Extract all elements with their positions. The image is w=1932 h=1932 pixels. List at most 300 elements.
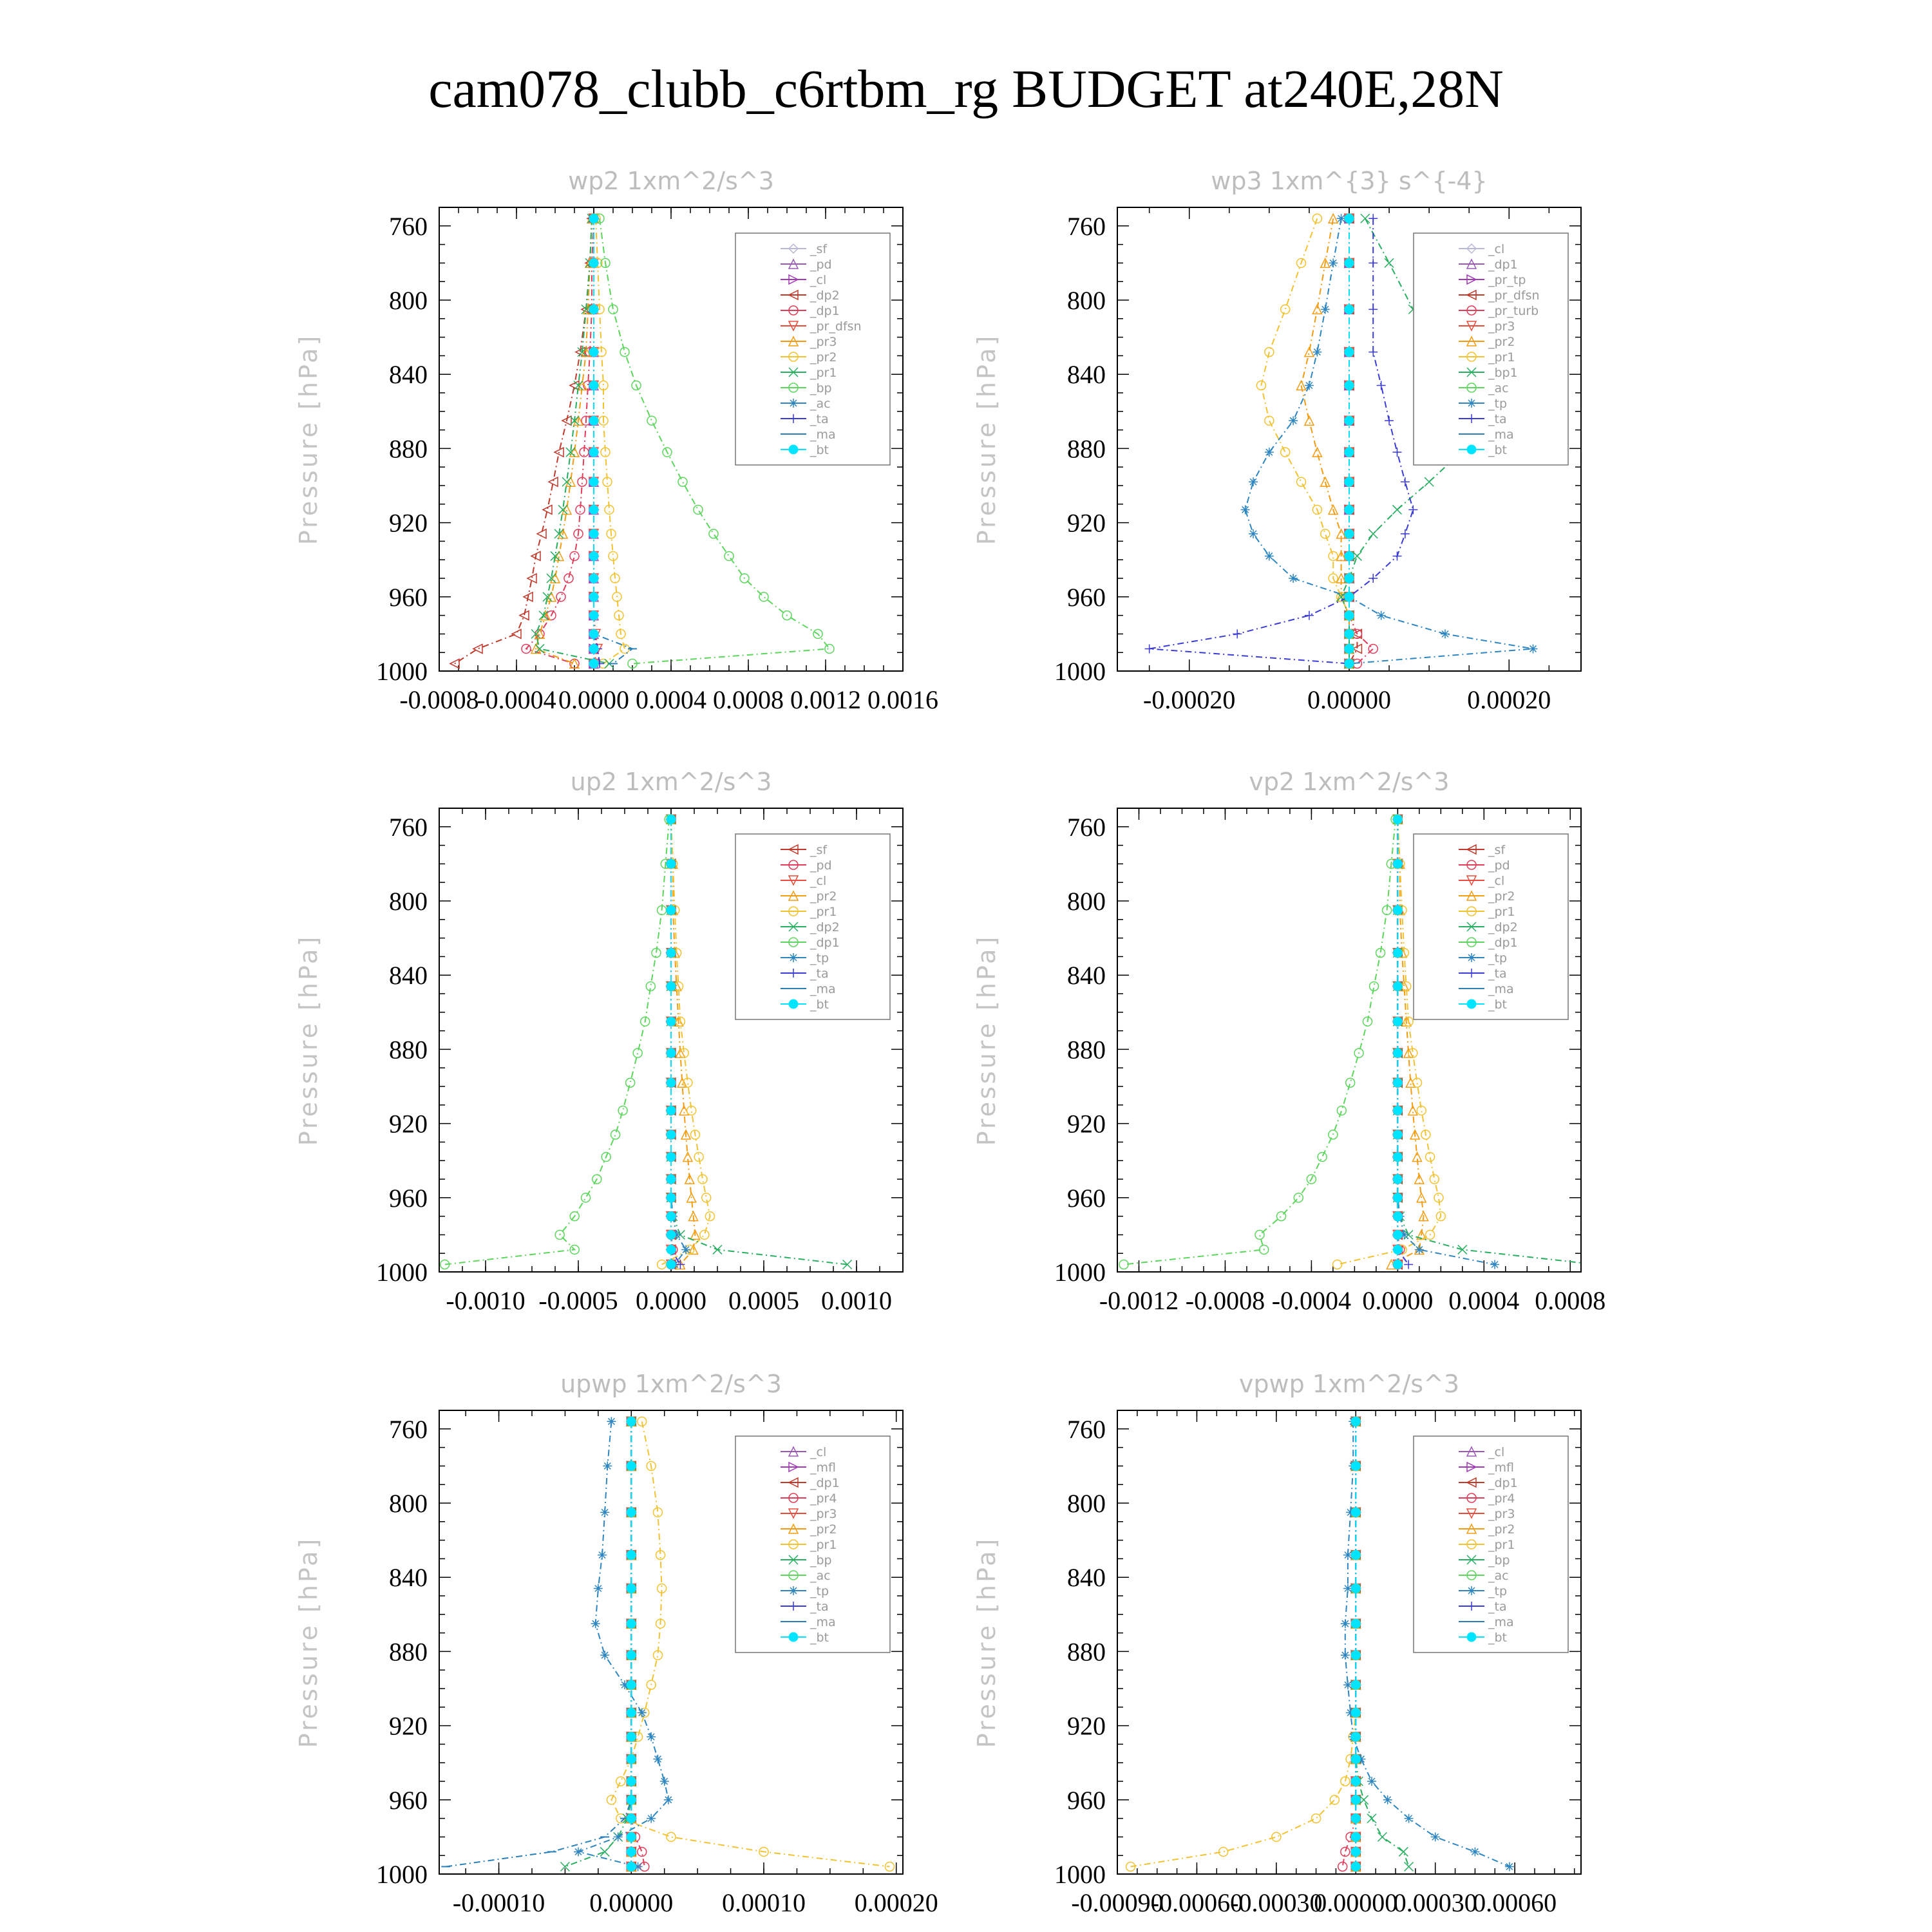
data-point: [627, 1680, 636, 1689]
data-point: [627, 1754, 636, 1763]
data-point: [1333, 1260, 1342, 1269]
data-point: [1305, 416, 1314, 425]
data-point: [1337, 1106, 1346, 1115]
data-point: [1393, 1130, 1402, 1139]
legend-marker: [1467, 445, 1476, 454]
legend-entry: _tp: [810, 1584, 829, 1598]
data-point: [1441, 629, 1450, 638]
y-tick-label: 1000: [376, 1258, 428, 1287]
y-axis-label: Pressure [hPa]: [294, 1536, 323, 1748]
legend-marker: [1467, 999, 1476, 1009]
panel-title: vp2 1xm^2/s^3: [1249, 768, 1450, 796]
data-point: [1351, 1795, 1360, 1804]
legend-entry: _pr2: [810, 889, 837, 904]
series-bt: [627, 1417, 636, 1871]
legend-entry: _cl: [1488, 874, 1505, 888]
legend: [1414, 233, 1568, 465]
data-point: [1281, 448, 1290, 457]
data-point: [556, 592, 565, 601]
legend-entry: _dp1: [810, 304, 840, 318]
y-tick-label: 1000: [1054, 1258, 1106, 1287]
data-point: [627, 1862, 636, 1871]
legend-entry: _dp2: [810, 289, 840, 303]
x-tick-label: 0.00000: [589, 1888, 674, 1917]
series-line: [526, 218, 594, 663]
series-dp1: [522, 214, 598, 668]
series-line: [536, 218, 592, 663]
legend-entry: _pr1: [810, 366, 837, 380]
data-point: [627, 1847, 636, 1856]
data-point: [1265, 551, 1274, 560]
legend-entry: _bt: [810, 443, 829, 457]
data-point: [1249, 529, 1258, 538]
data-point: [589, 644, 598, 653]
data-point: [620, 348, 629, 357]
data-point: [1383, 1795, 1392, 1804]
panel-title: wp3 1xm^{3} s^{-4}: [1211, 167, 1488, 195]
data-point: [589, 592, 598, 601]
x-tick-label: 0.0004: [636, 685, 706, 714]
series-line: [1124, 819, 1396, 1264]
y-axis-label: Pressure [hPa]: [972, 333, 1001, 545]
legend-entry: _tp: [1488, 397, 1508, 411]
data-point: [1368, 258, 1378, 267]
x-tick-label: -0.0012: [1099, 1286, 1179, 1315]
data-point: [1392, 448, 1401, 457]
data-point: [667, 1048, 676, 1057]
data-point: [549, 477, 558, 486]
data-point: [1393, 1152, 1402, 1161]
data-point: [667, 905, 676, 914]
legend-entry: _ma: [810, 982, 836, 996]
y-tick-label: 760: [1067, 812, 1106, 842]
y-tick-label: 800: [389, 286, 428, 315]
legend-entry: _pr2: [810, 1522, 837, 1537]
y-tick-label: 760: [1067, 1414, 1106, 1444]
legend: [735, 834, 890, 1019]
y-tick-label: 880: [1067, 1637, 1106, 1667]
data-point: [653, 1754, 662, 1763]
legend-entry: _cl: [810, 874, 827, 888]
data-point: [616, 1777, 625, 1786]
data-point: [627, 1461, 636, 1470]
x-tick-label: -0.00010: [452, 1888, 545, 1917]
x-tick-label: 0.0012: [790, 685, 861, 714]
data-point: [1341, 1651, 1350, 1660]
data-point: [1385, 416, 1394, 425]
data-point: [1368, 644, 1378, 653]
data-point: [1294, 1193, 1303, 1202]
legend-entry: _dp1: [1488, 936, 1518, 950]
legend-entry: _ta: [1488, 1600, 1507, 1614]
data-point: [694, 505, 703, 514]
legend-entry: _bp: [810, 1553, 832, 1567]
data-point: [1368, 348, 1378, 357]
data-point: [600, 1847, 609, 1856]
y-tick-label: 760: [1067, 211, 1106, 241]
data-point: [1345, 574, 1354, 583]
data-point: [1392, 505, 1401, 514]
legend-marker: [789, 445, 798, 454]
data-point: [1345, 529, 1354, 538]
data-point: [667, 949, 676, 958]
y-tick-label: 1000: [1054, 657, 1106, 686]
data-point: [678, 477, 687, 486]
data-point: [1351, 1461, 1360, 1470]
legend-entry: _pr2: [1488, 335, 1515, 349]
y-tick-label: 760: [389, 1414, 428, 1444]
legend-marker: [789, 1633, 798, 1642]
x-tick-label: -0.0005: [538, 1286, 618, 1315]
data-point: [647, 1732, 656, 1741]
data-point: [627, 1584, 636, 1593]
x-tick-label: 0.0000: [636, 1286, 706, 1315]
data-point: [570, 551, 579, 560]
y-tick-label: 880: [1067, 434, 1106, 464]
legend-entry: _bt: [810, 998, 829, 1012]
legend-entry: _pr3: [1488, 1507, 1515, 1521]
series-dp2: [450, 214, 596, 668]
data-point: [1377, 381, 1386, 390]
legend-entry: _dp1: [1488, 1476, 1518, 1490]
data-point: [603, 1461, 612, 1470]
legend-entry: _sf: [810, 843, 828, 857]
legend: [735, 1436, 890, 1653]
legend-entry: _pd: [810, 858, 832, 873]
legend-entry: _pr_tp: [1488, 273, 1526, 287]
y-axis-label: Pressure [hPa]: [294, 333, 323, 545]
x-tick-label: 0.00010: [722, 1888, 806, 1917]
data-point: [1249, 477, 1258, 486]
legend-entry: _cl: [1488, 242, 1505, 256]
y-tick-label: 960: [389, 582, 428, 612]
legend-entry: _pr1: [810, 1538, 837, 1552]
legend-entry: _sf: [810, 242, 828, 256]
y-tick-label: 920: [389, 1109, 428, 1139]
x-tick-label: -0.0010: [446, 1286, 526, 1315]
data-point: [512, 629, 521, 638]
data-point: [627, 1795, 636, 1804]
data-point: [1351, 1862, 1360, 1871]
legend-entry: _bp: [810, 381, 832, 395]
x-tick-label: 0.0008: [713, 685, 784, 714]
data-point: [627, 1551, 636, 1560]
series-line: [594, 218, 632, 663]
x-tick-label: 0.00020: [854, 1888, 938, 1917]
y-tick-label: 920: [1067, 1109, 1106, 1139]
x-tick-label: -0.00030: [1230, 1888, 1323, 1917]
data-point: [1351, 1847, 1360, 1856]
data-point: [1425, 477, 1434, 486]
series-bt: [589, 214, 598, 668]
data-point: [1401, 477, 1410, 486]
data-point: [1351, 1508, 1360, 1517]
x-tick-label: 0.0005: [728, 1286, 799, 1315]
data-point: [1351, 1832, 1360, 1841]
data-point: [1401, 529, 1410, 538]
legend-entry: _tp: [810, 951, 829, 965]
chart-panel-4: [972, 768, 1605, 1315]
y-tick-label: 800: [1067, 286, 1106, 315]
y-tick-label: 840: [1067, 360, 1106, 390]
data-point: [627, 1708, 636, 1717]
data-point: [1393, 1193, 1402, 1202]
legend-entry: _bp: [1488, 1553, 1510, 1567]
legend-entry: _cl: [810, 273, 827, 287]
series-dp1: [1119, 815, 1400, 1269]
legend-marker: [789, 399, 798, 408]
data-point: [600, 1651, 609, 1660]
legend-entry: _pr1: [1488, 905, 1515, 919]
data-point: [1405, 1862, 1414, 1871]
data-point: [627, 1508, 636, 1517]
data-point: [667, 1230, 676, 1239]
data-point: [1393, 1017, 1402, 1026]
legend-entry: _ac: [1488, 381, 1509, 395]
legend: [1414, 1436, 1568, 1653]
y-axis-label: Pressure [hPa]: [972, 1536, 1001, 1748]
legend-entry: _cl: [1488, 1445, 1505, 1459]
y-tick-label: 840: [389, 961, 428, 990]
legend: [735, 233, 890, 465]
x-tick-label: -0.00090: [1071, 1888, 1164, 1917]
legend-marker: [1467, 953, 1476, 962]
data-point: [1345, 551, 1354, 560]
data-point: [1345, 477, 1354, 486]
data-point: [1345, 448, 1354, 457]
y-tick-label: 960: [1067, 582, 1106, 612]
legend-entry: _pd: [810, 258, 832, 272]
data-point: [1321, 529, 1330, 538]
panel-title: wp2 1xm^2/s^3: [568, 167, 774, 195]
data-point: [600, 1508, 609, 1517]
legend-entry: _pr2: [1488, 1522, 1515, 1537]
data-point: [627, 1732, 636, 1741]
data-point: [667, 981, 676, 990]
panel-title: upwp 1xm^2/s^3: [560, 1370, 782, 1398]
series-line: [596, 218, 625, 663]
x-tick-label: -0.00060: [1150, 1888, 1244, 1917]
y-tick-label: 920: [1067, 508, 1106, 538]
legend-entry: _dp1: [810, 936, 840, 950]
data-point: [1337, 214, 1346, 223]
legend-entry: _pr3: [810, 1507, 837, 1521]
data-point: [1458, 1245, 1467, 1254]
data-point: [667, 1106, 676, 1115]
x-tick-label: 0.0016: [867, 685, 938, 714]
series-ta: [1145, 214, 1418, 668]
data-point: [627, 1777, 636, 1786]
data-point: [1393, 1230, 1402, 1239]
y-axis-label: Pressure [hPa]: [294, 934, 323, 1146]
data-point: [1399, 1847, 1408, 1856]
y-axis-label: Pressure [hPa]: [972, 934, 1001, 1146]
data-point: [1368, 529, 1378, 538]
data-point: [1393, 1212, 1402, 1221]
series-bp: [1351, 1417, 1413, 1871]
x-tick-label: 0.00000: [1307, 685, 1391, 714]
legend-entry: _ma: [1488, 982, 1514, 996]
x-tick-label: -0.0008: [399, 685, 479, 714]
legend-entry: _cl: [810, 1445, 827, 1459]
legend-entry: _tp: [1488, 1584, 1508, 1598]
data-point: [1351, 1777, 1360, 1786]
data-point: [825, 644, 834, 653]
data-point: [1404, 1260, 1413, 1269]
series-bt: [1345, 214, 1354, 668]
data-point: [589, 551, 598, 560]
y-tick-label: 960: [389, 1183, 428, 1213]
y-tick-label: 880: [389, 1637, 428, 1667]
legend-entry: _pr1: [1488, 1538, 1515, 1552]
data-point: [1351, 1732, 1360, 1741]
data-point: [1431, 1832, 1440, 1841]
data-point: [1318, 1152, 1327, 1161]
data-point: [1367, 1814, 1376, 1823]
data-point: [1393, 815, 1402, 824]
data-point: [473, 644, 482, 653]
legend-entry: _pr2: [810, 350, 837, 365]
page-title: cam078_clubb_c6rtbm_rg BUDGET at240E,28N: [428, 59, 1504, 119]
x-tick-label: 0.0004: [1448, 1286, 1520, 1315]
data-point: [1289, 574, 1298, 583]
data-point: [1312, 214, 1321, 223]
data-point: [1367, 1777, 1376, 1786]
y-tick-label: 960: [1067, 1183, 1106, 1213]
data-point: [1341, 1777, 1350, 1786]
data-point: [676, 1260, 685, 1269]
data-point: [713, 1245, 722, 1254]
data-point: [589, 629, 598, 638]
y-tick-label: 880: [1067, 1035, 1106, 1065]
chart-panel-5: [294, 1370, 938, 1917]
series-bp: [560, 1417, 636, 1871]
data-point: [1241, 505, 1250, 514]
data-point: [589, 659, 598, 668]
y-tick-label: 920: [389, 508, 428, 538]
data-point: [574, 1847, 583, 1856]
data-point: [638, 1708, 647, 1717]
y-tick-label: 1000: [376, 1860, 428, 1889]
series-line: [1150, 218, 1414, 663]
series-bt: [1351, 1417, 1360, 1871]
data-point: [1351, 1584, 1360, 1593]
legend-entry: _pd: [1488, 858, 1510, 873]
data-point: [564, 574, 573, 583]
chart-panel-1: [294, 167, 938, 714]
legend-entry: _ma: [810, 1615, 836, 1629]
data-point: [1345, 644, 1354, 653]
legend-entry: _bt: [810, 1631, 829, 1645]
data-point: [1312, 348, 1321, 357]
data-point: [1312, 448, 1321, 457]
data-point: [1393, 949, 1402, 958]
y-tick-label: 960: [1067, 1785, 1106, 1815]
data-point: [589, 611, 598, 620]
series-tp: [574, 1417, 673, 1871]
data-point: [589, 574, 598, 583]
data-point: [589, 348, 598, 357]
series-line: [1302, 218, 1350, 663]
legend-entry: _pr1: [810, 905, 837, 919]
data-point: [1345, 416, 1354, 425]
legend-marker: [789, 999, 798, 1009]
legend-entry: _dp2: [810, 920, 840, 934]
data-point: [667, 1078, 676, 1087]
data-point: [1329, 551, 1338, 560]
data-point: [1385, 258, 1394, 267]
data-point: [627, 1651, 636, 1660]
data-point: [759, 592, 768, 601]
legend-entry: _dp1: [810, 1476, 840, 1490]
data-point: [1378, 1832, 1387, 1841]
legend-entry: _bp1: [1488, 366, 1518, 380]
data-point: [1368, 305, 1378, 314]
data-point: [633, 1048, 642, 1057]
data-point: [1297, 477, 1306, 486]
data-point: [700, 1230, 709, 1239]
data-point: [1529, 644, 1538, 653]
legend-entry: _pr_turb: [1488, 304, 1539, 318]
y-tick-label: 840: [389, 1563, 428, 1593]
data-point: [1351, 1708, 1360, 1717]
legend-marker: [1467, 1586, 1476, 1595]
panel-title: up2 1xm^2/s^3: [570, 768, 772, 796]
data-point: [1393, 859, 1402, 868]
y-tick-label: 960: [389, 1785, 428, 1815]
data-point: [660, 1777, 669, 1786]
data-point: [1393, 1260, 1402, 1269]
data-point: [1346, 1078, 1355, 1087]
series-line: [445, 819, 670, 1264]
y-tick-label: 1000: [1054, 1860, 1106, 1889]
legend-entry: _ta: [810, 967, 829, 981]
x-tick-label: 0.0000: [558, 685, 629, 714]
data-point: [1393, 1175, 1402, 1184]
data-point: [589, 258, 598, 267]
data-point: [589, 305, 598, 314]
data-point: [1265, 448, 1274, 457]
legend-entry: _ta: [1488, 412, 1507, 426]
data-point: [1345, 629, 1354, 638]
legend-entry: _ma: [1488, 1615, 1514, 1629]
data-point: [667, 1175, 676, 1184]
series-pr1: [531, 214, 614, 668]
data-point: [647, 1814, 656, 1823]
legend-entry: _pr4: [1488, 1492, 1515, 1506]
data-point: [664, 1795, 673, 1804]
data-point: [594, 1584, 603, 1593]
data-point: [1351, 1417, 1360, 1426]
data-point: [667, 1245, 676, 1254]
data-point: [1345, 505, 1354, 514]
y-tick-label: 840: [1067, 1563, 1106, 1593]
data-point: [589, 214, 598, 223]
data-point: [618, 1106, 627, 1115]
data-point: [1345, 258, 1354, 267]
x-tick-label: 0.0010: [821, 1286, 892, 1315]
data-point: [589, 529, 598, 538]
legend-entry: _bt: [1488, 443, 1508, 457]
data-point: [1351, 1754, 1360, 1763]
legend-entry: _dp2: [1488, 920, 1518, 934]
y-tick-label: 760: [389, 211, 428, 241]
data-point: [1393, 1078, 1402, 1087]
legend-entry: _ac: [810, 397, 831, 411]
series-pr1: [1126, 1417, 1361, 1871]
legend-entry: _pr3: [810, 335, 837, 349]
data-point: [582, 1193, 591, 1202]
